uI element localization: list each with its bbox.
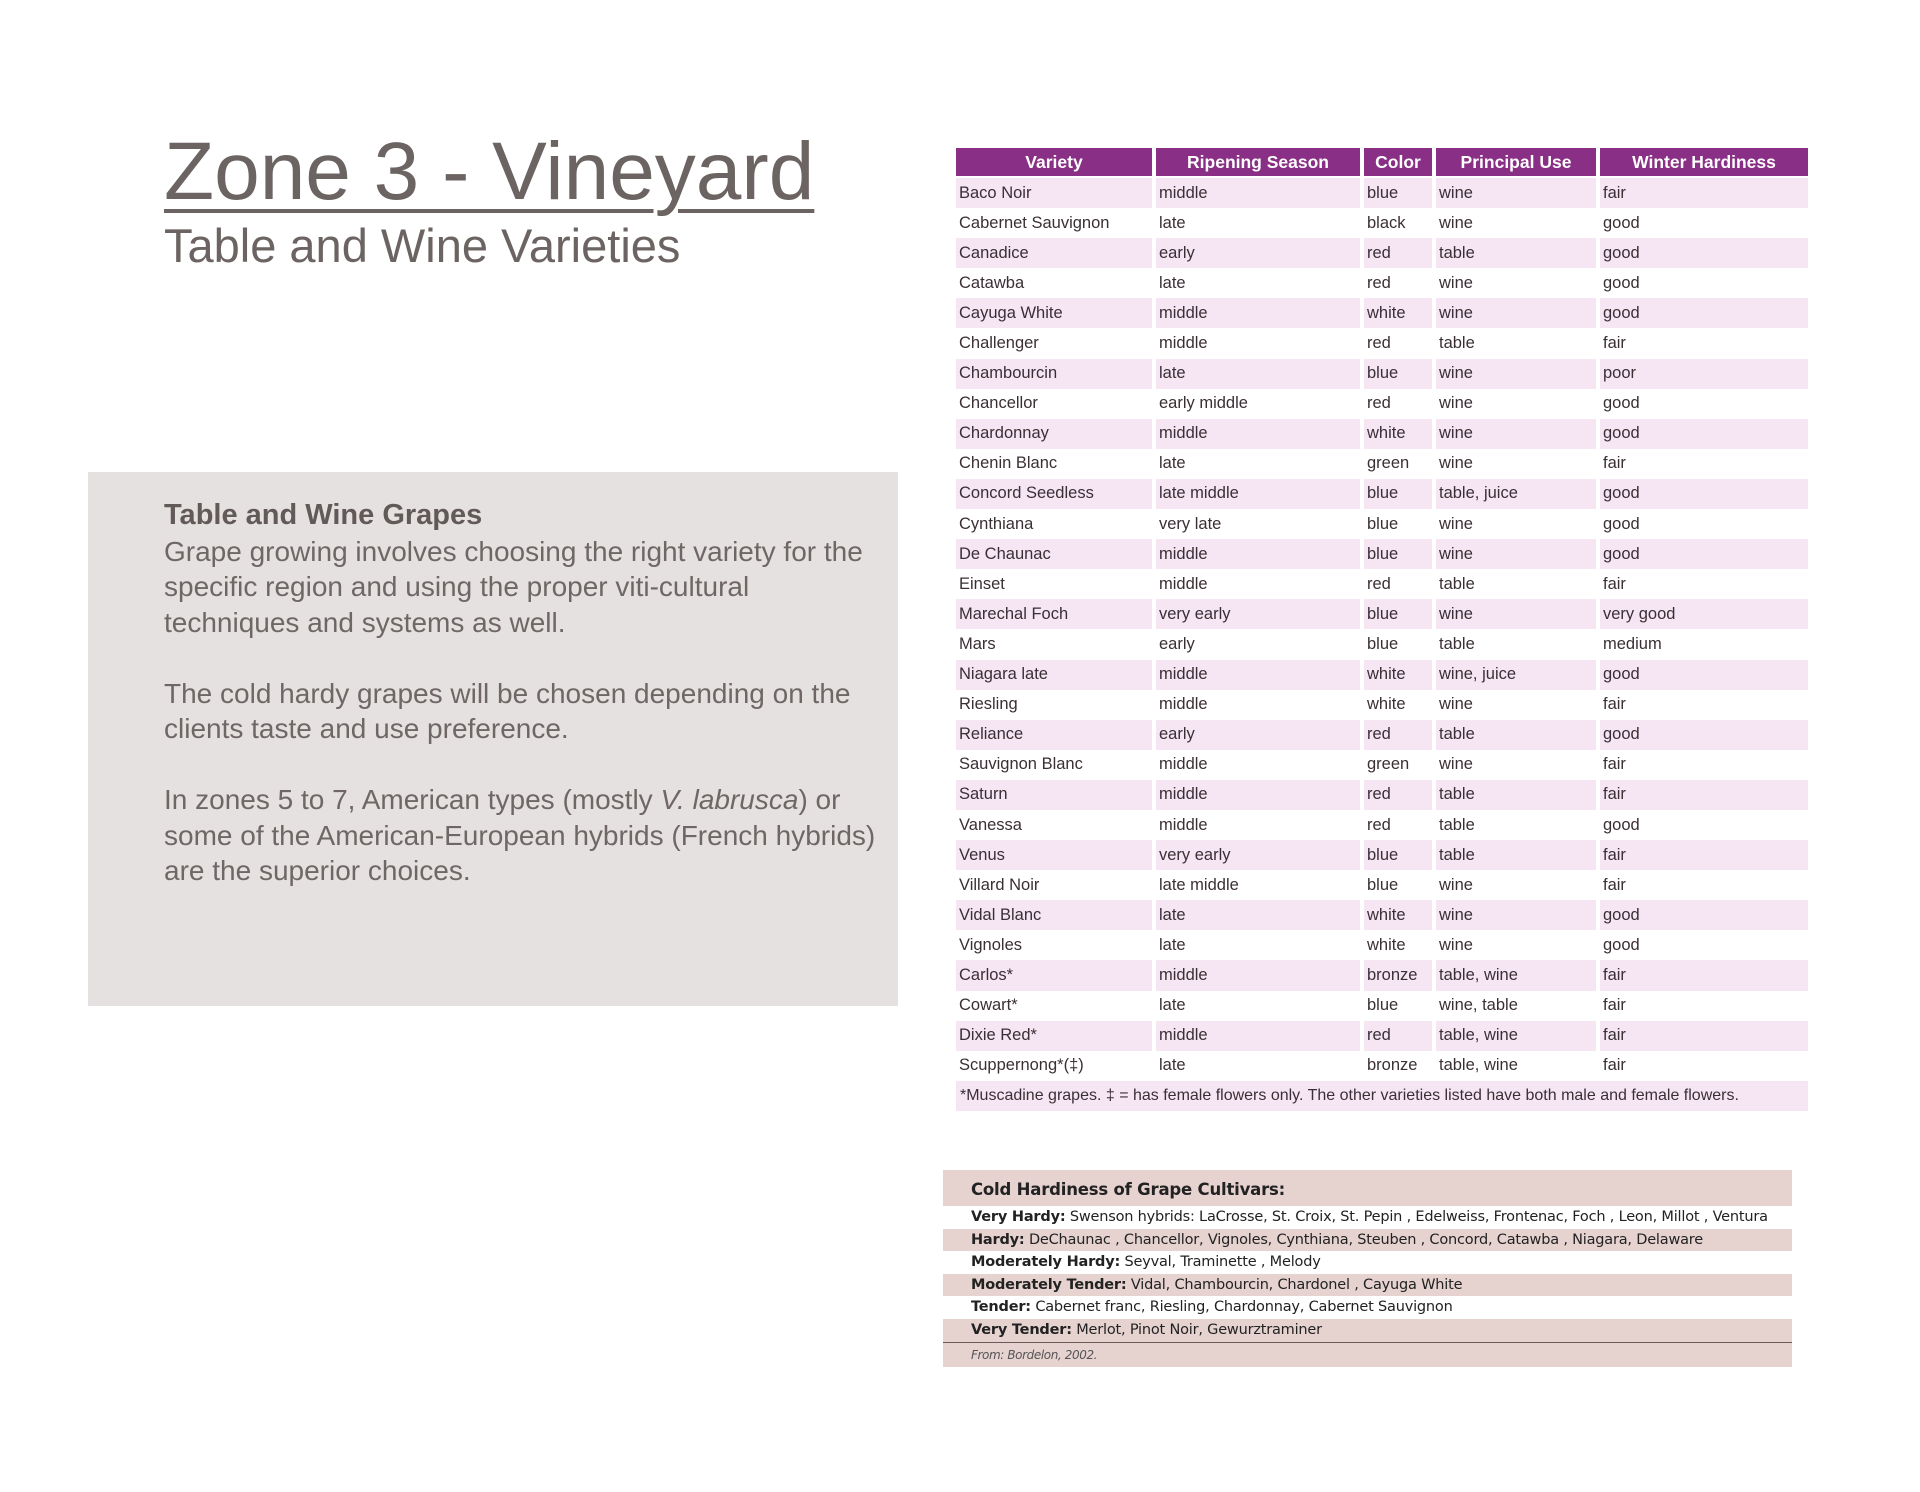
hardiness-cell: fair [1600,449,1808,479]
ripening-cell: late middle [1156,870,1360,900]
hardiness-cell: good [1600,208,1808,238]
hardiness-cell: fair [1600,569,1808,599]
ripening-cell: late [1156,268,1360,298]
table-row [956,569,1808,599]
hardiness-cell: fair [1600,870,1808,900]
hardiness-cell: good [1600,298,1808,328]
use-cell: table [1436,328,1596,358]
variety-cell: Vignoles [956,930,1152,960]
variety-cell: Vanessa [956,810,1152,840]
hardiness-row [943,1319,1792,1342]
ripening-cell: middle [1156,539,1360,569]
variety-cell: Concord Seedless [956,479,1152,509]
table-row [956,298,1808,328]
use-cell: wine [1436,690,1596,720]
hardiness-cultivars: Merlot, Pinot Noir, Gewurztraminer [1076,1321,1322,1338]
color-cell: white [1364,930,1432,960]
hardiness-cell: good [1600,419,1808,449]
color-cell: red [1364,569,1432,599]
color-cell: white [1364,660,1432,690]
ripening-cell: middle [1156,660,1360,690]
use-cell: table [1436,780,1596,810]
table-row [956,810,1808,840]
hardiness-cell: fair [1600,840,1808,870]
ripening-cell: middle [1156,298,1360,328]
table-row [956,930,1808,960]
variety-cell: Reliance [956,720,1152,750]
table-row [956,690,1808,720]
variety-cell: Sauvignon Blanc [956,750,1152,780]
variety-cell: Carlos* [956,960,1152,990]
hardiness-source: From: Bordelon, 2002. [943,1343,1792,1367]
variety-cell: Challenger [956,328,1152,358]
color-cell: blue [1364,991,1432,1021]
use-cell: table, wine [1436,1051,1596,1081]
hardiness-cultivars: Vidal, Chambourcin, Chardonel , Cayuga White [1130,1276,1463,1293]
hardiness-cell: good [1600,539,1808,569]
color-cell: red [1364,268,1432,298]
variety-cell: Cayuga White [956,298,1152,328]
hardiness-row [943,1274,1792,1297]
use-cell: wine [1436,599,1596,629]
use-cell: table, wine [1436,1021,1596,1051]
table-row [956,840,1808,870]
table-row [956,660,1808,690]
page-subtitle: Table and Wine Varieties [164,219,681,272]
variety-cell: Chenin Blanc [956,449,1152,479]
column-header: Variety [956,148,1152,178]
ripening-cell: late [1156,449,1360,479]
use-cell: table, juice [1436,479,1596,509]
hardiness-cultivars: Cabernet franc, Riesling, Chardonnay, Cabernet Sauvignon [1035,1299,1453,1316]
column-header: Principal Use [1436,148,1596,178]
variety-cell: Cowart* [956,991,1152,1021]
use-cell: wine [1436,750,1596,780]
hardiness-table-title: Cold Hardiness of Grape Cultivars: [943,1170,1792,1206]
table-row [956,599,1808,629]
ripening-cell: middle [1156,810,1360,840]
color-cell: red [1364,720,1432,750]
table-row [956,720,1808,750]
variety-cell: Canadice [956,238,1152,268]
hardiness-cell: fair [1600,328,1808,358]
table-row [956,900,1808,930]
use-cell: table [1436,810,1596,840]
variety-cell: Venus [956,840,1152,870]
use-cell: wine [1436,419,1596,449]
color-cell: blue [1364,509,1432,539]
color-cell: red [1364,810,1432,840]
hardiness-cell: fair [1600,1021,1808,1051]
variety-cell: Chardonnay [956,419,1152,449]
color-cell: red [1364,238,1432,268]
hardiness-cell: good [1600,810,1808,840]
variety-cell: Riesling [956,690,1152,720]
ripening-cell: middle [1156,750,1360,780]
hardiness-cell: fair [1600,178,1808,208]
use-cell: wine [1436,539,1596,569]
variety-cell: Chambourcin [956,359,1152,389]
color-cell: red [1364,780,1432,810]
table-row [956,208,1808,238]
ripening-cell: late [1156,1051,1360,1081]
hardiness-cell: good [1600,479,1808,509]
hardiness-cultivars: Swenson hybrids: LaCrosse, St. Croix, St. Pepin , Edelweiss, Frontenac, Foch , Leon, Millot , Ventura [1069,1209,1768,1225]
table-row [956,178,1808,208]
color-cell: red [1364,1021,1432,1051]
table-row [956,389,1808,419]
use-cell: table [1436,629,1596,659]
ripening-cell: middle [1156,1021,1360,1051]
hardiness-cell: fair [1600,690,1808,720]
variety-table [952,148,1812,1111]
use-cell: wine [1436,449,1596,479]
color-cell: green [1364,449,1432,479]
info-paragraph-3-start: In zones 5 to 7, American types (mostly [164,784,661,815]
hardiness-cultivars: Seyval, Traminette , Melody [1124,1254,1321,1271]
color-cell: bronze [1364,1051,1432,1081]
hardiness-cell: good [1600,930,1808,960]
table-row [956,629,1808,659]
variety-cell: Catawba [956,268,1152,298]
hardiness-cell: good [1600,720,1808,750]
color-cell: blue [1364,539,1432,569]
variety-cell: Baco Noir [956,178,1152,208]
variety-cell: Chancellor [956,389,1152,419]
use-cell: wine [1436,870,1596,900]
use-cell: wine, juice [1436,660,1596,690]
ripening-cell: early [1156,629,1360,659]
table-row [956,509,1808,539]
hardiness-cell: medium [1600,629,1808,659]
variety-cell: Cynthiana [956,509,1152,539]
ripening-cell: middle [1156,178,1360,208]
table-footnote-row [956,1081,1808,1111]
table-row [956,328,1808,358]
ripening-cell: early [1156,238,1360,268]
use-cell: table, wine [1436,960,1596,990]
variety-cell: Dixie Red* [956,1021,1152,1051]
table-row [956,960,1808,990]
use-cell: table [1436,720,1596,750]
use-cell: wine [1436,208,1596,238]
color-cell: white [1364,298,1432,328]
ripening-cell: very late [1156,509,1360,539]
ripening-cell: very early [1156,840,1360,870]
ripening-cell: middle [1156,690,1360,720]
info-paragraph-2: The cold hardy grapes will be chosen depending on the clients taste and use preference. [164,677,851,744]
color-cell: white [1364,419,1432,449]
ripening-cell: middle [1156,569,1360,599]
table-row [956,1021,1808,1051]
hardiness-row [943,1296,1792,1319]
hardiness-cell: good [1600,389,1808,419]
ripening-cell: middle [1156,780,1360,810]
variety-cell: Saturn [956,780,1152,810]
hardiness-cell: very good [1600,599,1808,629]
hardiness-cell: good [1600,900,1808,930]
hardiness-cell: fair [1600,1051,1808,1081]
use-cell: wine [1436,359,1596,389]
hardiness-label: Hardy: [971,1231,1025,1248]
color-cell: white [1364,690,1432,720]
ripening-cell: early [1156,720,1360,750]
variety-cell: Niagara late [956,660,1152,690]
column-header: Winter Hardiness [1600,148,1808,178]
use-cell: wine [1436,900,1596,930]
use-cell: wine [1436,268,1596,298]
color-cell: blue [1364,599,1432,629]
ripening-cell: very early [1156,599,1360,629]
color-cell: blue [1364,178,1432,208]
page-title: Zone 3 - Vineyard [164,126,815,217]
ripening-cell: middle [1156,960,1360,990]
use-cell: table [1436,569,1596,599]
species-name: V. labrusca [660,784,799,815]
ripening-cell: late middle [1156,479,1360,509]
hardiness-row [943,1251,1792,1274]
use-cell: wine [1436,298,1596,328]
color-cell: blue [1364,629,1432,659]
table-row [956,1051,1808,1081]
ripening-cell: middle [1156,328,1360,358]
hardiness-label: Very Hardy: [971,1209,1066,1225]
hardiness-cultivars: DeChaunac , Chancellor, Vignoles, Cynthiana, Steuben , Concord, Catawba , Niagara, Delaware [1028,1231,1703,1248]
table-row [956,449,1808,479]
variety-cell: Scuppernong*(‡) [956,1051,1152,1081]
column-header: Color [1364,148,1432,178]
variety-cell: Mars [956,629,1152,659]
variety-table-container [952,148,1812,1111]
color-cell: green [1364,750,1432,780]
ripening-cell: late [1156,359,1360,389]
hardiness-cell: good [1600,509,1808,539]
variety-table-body [956,178,1808,1111]
ripening-cell: early middle [1156,389,1360,419]
color-cell: white [1364,900,1432,930]
hardiness-row [943,1229,1792,1252]
hardiness-cell: good [1600,268,1808,298]
table-row [956,419,1808,449]
ripening-cell: late [1156,930,1360,960]
info-box-heading: Table and Wine Grapes [164,499,483,531]
color-cell: blue [1364,479,1432,509]
color-cell: red [1364,328,1432,358]
hardiness-label: Very Tender: [971,1321,1072,1338]
use-cell: wine [1436,178,1596,208]
color-cell: bronze [1364,960,1432,990]
hardiness-label: Moderately Hardy: [971,1254,1121,1271]
variety-cell: Villard Noir [956,870,1152,900]
hardiness-cell: good [1600,660,1808,690]
ripening-cell: late [1156,991,1360,1021]
table-row [956,539,1808,569]
hardiness-label: Moderately Tender: [971,1276,1127,1293]
use-cell: table [1436,238,1596,268]
info-paragraph-1: Grape growing involves choosing the right variety for the specific region and using the proper viti-cultural techniques and systems as well. [164,535,863,638]
hardiness-cell: good [1600,238,1808,268]
info-box-content [164,498,884,889]
table-row [956,750,1808,780]
hardiness-cell: fair [1600,991,1808,1021]
variety-cell: Cabernet Sauvignon [956,208,1152,238]
table-footnote: *Muscadine grapes. ‡ = has female flowers only. The other varieties listed have both male and female flowers. [956,1081,1808,1111]
color-cell: blue [1364,870,1432,900]
hardiness-table [943,1170,1792,1372]
color-cell: red [1364,389,1432,419]
table-row [956,780,1808,810]
hardiness-cell: fair [1600,960,1808,990]
color-cell: blue [1364,359,1432,389]
ripening-cell: late [1156,208,1360,238]
variety-cell: De Chaunac [956,539,1152,569]
info-box [88,472,898,1006]
hardiness-row [943,1206,1792,1229]
variety-table-header-row [956,148,1808,178]
table-row [956,479,1808,509]
ripening-cell: late [1156,900,1360,930]
table-row [956,991,1808,1021]
info-paragraph-3 [164,782,884,889]
table-row [956,268,1808,298]
variety-cell: Vidal Blanc [956,900,1152,930]
color-cell: black [1364,208,1432,238]
variety-cell: Einset [956,569,1152,599]
hardiness-rows [943,1206,1792,1342]
use-cell: wine [1436,389,1596,419]
table-row [956,359,1808,389]
use-cell: wine, table [1436,991,1596,1021]
hardiness-cell: fair [1600,750,1808,780]
table-row [956,870,1808,900]
use-cell: wine [1436,930,1596,960]
use-cell: table [1436,840,1596,870]
variety-cell: Marechal Foch [956,599,1152,629]
hardiness-cell: poor [1600,359,1808,389]
hardiness-cell: fair [1600,780,1808,810]
ripening-cell: middle [1156,419,1360,449]
column-header: Ripening Season [1156,148,1360,178]
table-row [956,238,1808,268]
hardiness-label: Tender: [971,1299,1031,1316]
use-cell: wine [1436,509,1596,539]
info-paragraph-3-end: ) or some of the American-European hybrids (French hybrids) are the superior choices. [164,784,876,886]
color-cell: blue [1364,840,1432,870]
